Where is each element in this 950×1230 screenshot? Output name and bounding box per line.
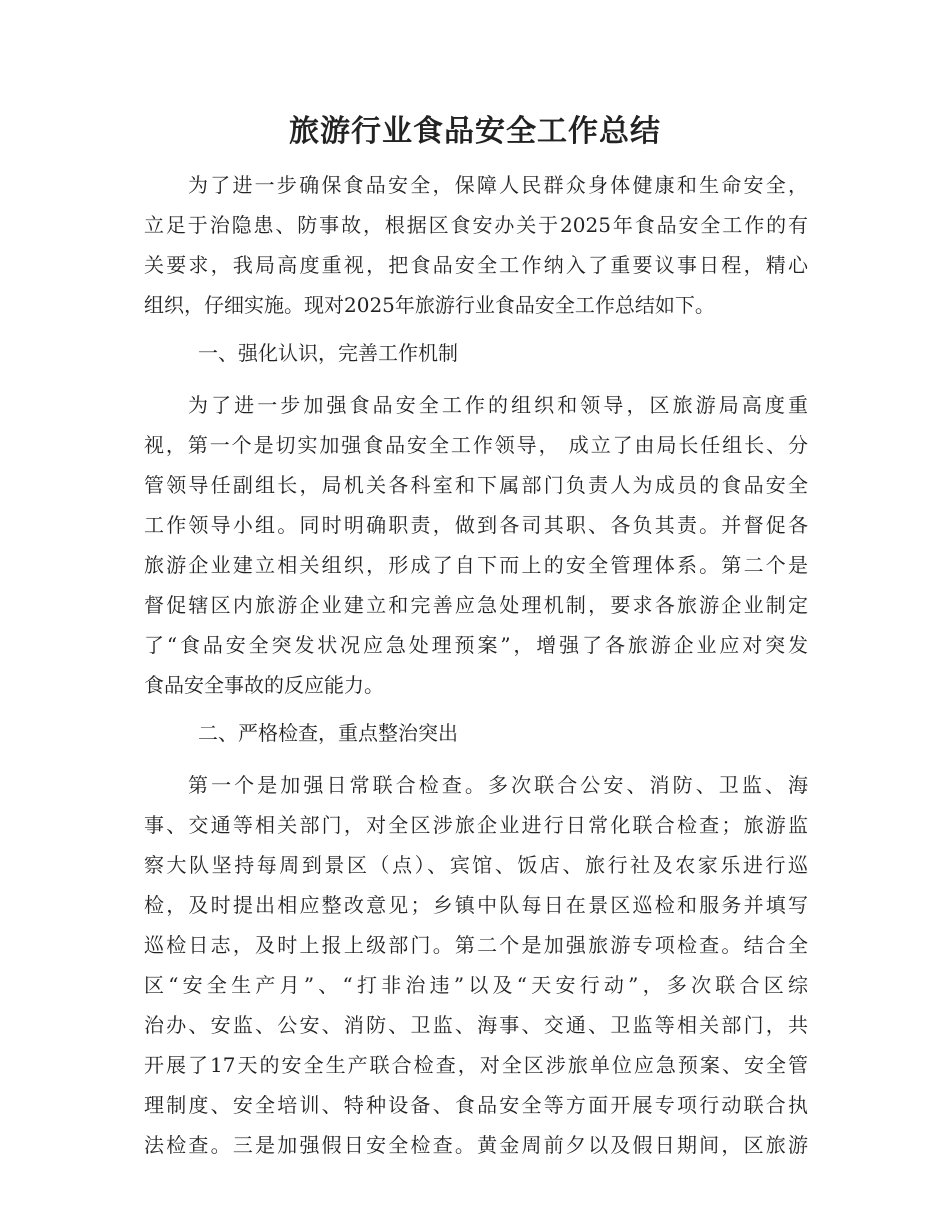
paragraph-3-line-1: 第一个是加强日常联合检查。多次联合公安、消防、卫监、海: [188, 773, 808, 797]
paragraph-3-line-2: 事、交通等相关部门，对全区涉旅企业进行日常化联合检查；旅游监: [144, 813, 808, 837]
paragraph-3-line-9: 理制度、安全培训、特种设备、食品安全等方面开展专项行动联合执: [144, 1093, 808, 1117]
paragraph-2-line-1: 为了进一步加强食品安全工作的组织和领导，区旅游局高度重: [188, 393, 808, 417]
paragraph-1-line-1: 为了进一步确保食品安全，保障人民群众身体健康和生命安全，: [188, 173, 808, 197]
paragraph-2-line-6: 督促辖区内旅游企业建立和完善应急处理机制，要求各旅游企业制定: [144, 593, 808, 617]
paragraph-3-line-4: 检，及时提出相应整改意见；乡镇中队每日在景区巡检和服务并填写: [144, 893, 808, 917]
paragraph-3-line-3: 察大队坚持每周到景区（点）、宾馆、饭店、旅行社及农家乐进行巡: [144, 853, 808, 877]
paragraph-2-line-3: 管领导任副组长，局机关各科室和下属部门负责人为成员的食品安全: [144, 473, 808, 497]
paragraph-2-line-7: 了“食品安全突发状况应急处理预案”，增强了各旅游企业应对突发: [144, 633, 808, 657]
paragraph-1-line-4: 组织，仔细实施。现对2025年旅游行业食品安全工作总结如下。: [144, 293, 715, 317]
paragraph-3-line-6: 区“安全生产月”、“打非治违”以及“天安行动”，多次联合区综: [144, 973, 808, 997]
paragraph-3-line-8: 开展了17天的安全生产联合检查，对全区涉旅单位应急预案、安全管: [144, 1053, 808, 1077]
paragraph-2-line-2: 视，第一个是切实加强食品安全工作领导， 成立了由局长任组长、分: [144, 433, 808, 457]
section-heading-1: 一、强化认识，完善工作机制: [198, 341, 458, 365]
document-title: 旅游行业食品安全工作总结: [289, 114, 661, 149]
paragraph-3-line-7: 治办、安监、公安、消防、卫监、海事、交通、卫监等相关部门，共: [144, 1013, 808, 1037]
paragraph-2-line-5: 旅游企业建立相关组织，形成了自下而上的安全管理体系。第二个是: [144, 553, 808, 577]
paragraph-2-line-4: 工作领导小组。同时明确职责，做到各司其职、各负其责。并督促各: [144, 513, 808, 537]
paragraph-2-line-8: 食品安全事故的反应能力。: [144, 673, 384, 697]
paragraph-3-line-5: 巡检日志，及时上报上级部门。第二个是加强旅游专项检查。结合全: [144, 933, 808, 957]
paragraph-3-line-10: 法检查。三是加强假日安全检查。黄金周前夕以及假日期间，区旅游: [144, 1133, 808, 1157]
paragraph-1-line-3: 关要求，我局高度重视，把食品安全工作纳入了重要议事日程，精心: [144, 253, 808, 277]
paragraph-1-line-2: 立足于治隐患、防事故，根据区食安办关于2025年食品安全工作的有: [144, 213, 808, 237]
section-heading-2: 二、严格检查，重点整治突出: [198, 721, 458, 745]
